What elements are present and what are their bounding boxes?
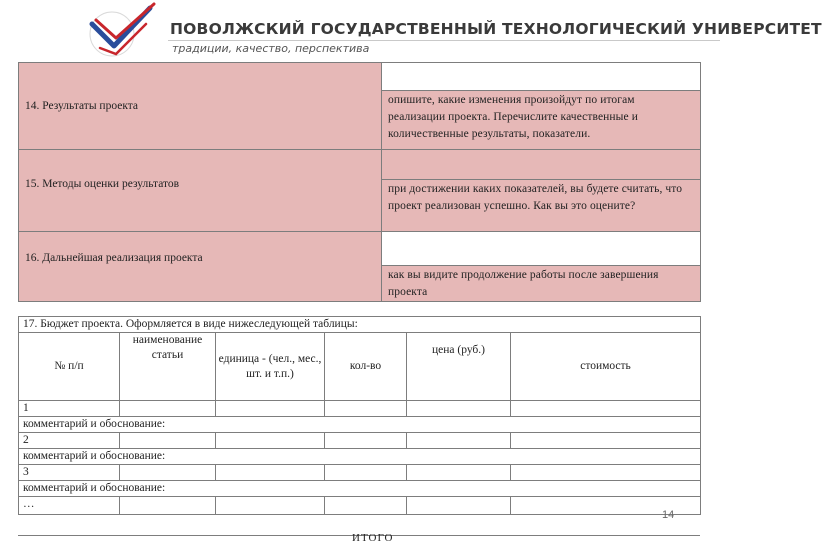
budget-title: 17. Бюджет проекта. Оформляется в виде нижеследующей таблицы: [19,317,701,333]
budget-total-label: ИТОГО [352,532,394,544]
table-row [19,449,701,465]
row-comment[interactable]: комментарий и обоснование: [19,417,701,433]
cell-name[interactable] [120,465,216,481]
page-number: 14 [662,509,675,521]
section-14-label-cell [19,63,382,150]
section-16-description-cell [382,266,701,302]
col-header-unit: единица - (чел., мес., шт. и т.п.) [216,333,325,401]
cell-qty[interactable] [325,401,407,417]
col-header-num: № п/п [19,333,120,401]
cell-price[interactable] [407,401,511,417]
section-15-label: 15. Методы оценки результатов [25,178,180,190]
cell-unit[interactable] [216,497,325,515]
section-14-description-cell [382,91,701,150]
section-15-label-cell [19,150,382,232]
table-row [19,433,701,449]
cell-price[interactable] [407,465,511,481]
budget-table [18,316,701,515]
section-14-description: опишите, какие изменения произойдут по итогам реализации проекта. Перечислите качественные и количественные результаты, показатели. [388,94,638,141]
cell-qty[interactable] [325,497,407,515]
section-16-description: как вы видите продолжение работы после завершения проекта [388,269,659,298]
cell-name[interactable] [120,497,216,515]
university-motto: традиции, качество, перспектива [172,42,370,55]
cell-qty[interactable] [325,433,407,449]
row-comment[interactable]: комментарий и обоснование: [19,449,701,465]
section-15-description-cell [382,180,701,232]
section-14-label: 14. Результаты проекта [25,100,139,112]
section-15-input-cell[interactable] [382,150,701,180]
table-row [19,497,701,515]
cell-price[interactable] [407,433,511,449]
section-15-description: при достижении каких показателей, вы будете считать, что проект реализован успешно. Как вы это оцените? [388,183,683,212]
cell-qty[interactable] [325,465,407,481]
cell-cost[interactable] [511,433,701,449]
cell-cost[interactable] [511,465,701,481]
table-row [19,417,701,433]
col-header-price: цена (руб.) [407,333,511,401]
section-16-label-cell [19,232,382,302]
university-name: ПОВОЛЖСКИЙ ГОСУДАРСТВЕННЫЙ ТЕХНОЛОГИЧЕСКИЙ УНИВЕРСИТЕТ [170,20,822,38]
col-header-qty: кол-во [325,333,407,401]
row-number: 3 [19,465,120,481]
cell-unit[interactable] [216,401,325,417]
cell-unit[interactable] [216,433,325,449]
header-divider [168,40,720,41]
university-logo-icon [70,2,162,60]
cell-name[interactable] [120,401,216,417]
table-row [19,465,701,481]
section-16-input-cell[interactable] [382,232,701,266]
table-row [19,481,701,497]
section-16-label: 16. Дальнейшая реализация проекта [25,252,203,264]
table-row [19,401,701,417]
row-number: … [19,497,120,515]
project-form-table [18,62,701,302]
cell-cost[interactable] [511,401,701,417]
row-number: 1 [19,401,120,417]
section-14-input-cell[interactable] [382,63,701,91]
page-header [0,0,822,60]
col-header-name: наименование статьи [120,333,216,401]
row-comment[interactable]: комментарий и обоснование: [19,481,701,497]
cell-name[interactable] [120,433,216,449]
col-header-cost: стоимость [511,333,701,401]
cell-price[interactable] [407,497,511,515]
cell-unit[interactable] [216,465,325,481]
row-number: 2 [19,433,120,449]
